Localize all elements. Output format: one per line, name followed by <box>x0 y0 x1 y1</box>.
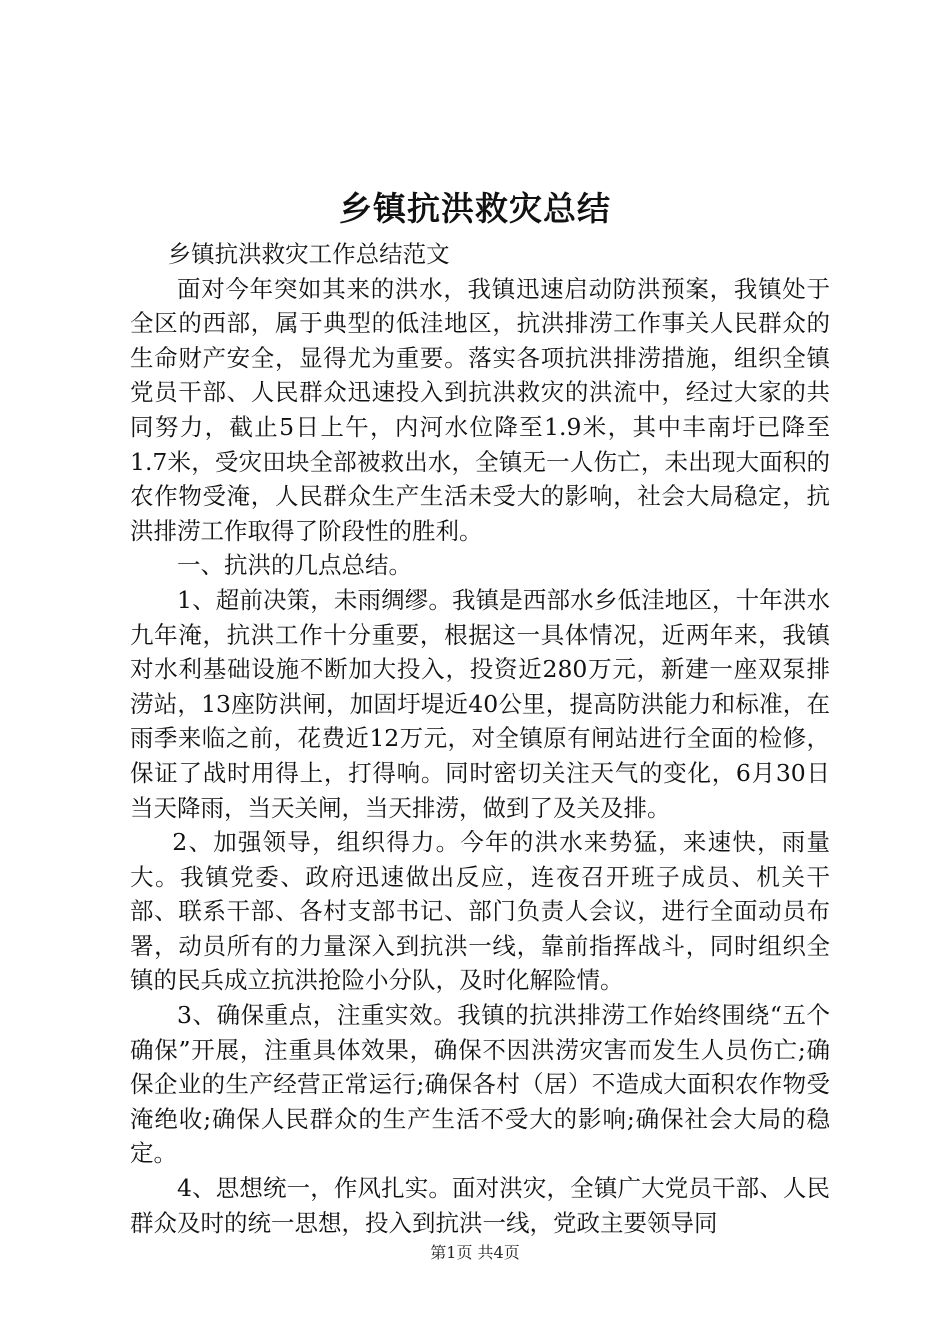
section-heading: 一、抗洪的几点总结。 <box>177 551 412 580</box>
page-footer: 第1页 共4页 <box>430 1243 520 1262</box>
point-4-paragraph: 4、思想统一，作风扎实。面对洪灾，全镇广大党员干部、人民群众及时的统一思想，投入到抗洪一线，党政主要领导同 <box>130 1174 830 1237</box>
point-1-paragraph: 1、超前决策，未雨绸缪。我镇是西部水乡低洼地区，十年洪水九年淹，抗洪工作十分重要，根据这一具体情况，近两年来，我镇对水利基础设施不断加大投入，投资近280万元，新建一座双泵排涝站，13座防洪闸，加固圩堤近40公里，提高防洪能力和标准，在雨季来临之前，花费近12万元，对全镇原有闸站进行全面的检修，保证了战时用得上，打得响。同时密切关注天气的变化，6月30日当天降雨，当天关闸，当天排涝，做到了及关及排。 <box>130 585 830 822</box>
intro-paragraph: 面对今年突如其来的洪水，我镇迅速启动防洪预案，我镇处于全区的西部，属于典型的低洼地区，抗洪排涝工作事关人民群众的生命财产安全，显得尤为重要。落实各项抗洪排涝措施，组织全镇党员干部、人民群众迅速投入到抗洪救灾的洪流中，经过大家的共同努力，截止5日上午，内河水位降至1.9米，其中丰南圩已降至1.7米，受灾田块全部被救出水，全镇无一人伤亡，未出现大面积的农作物受淹，人民群众生产生活未受大的影响，社会大局稳定，抗洪排涝工作取得了阶段性的胜利。 <box>130 274 830 545</box>
document-title: 乡镇抗洪救灾总结 <box>339 189 611 228</box>
document-body <box>130 237 830 1240</box>
point-2-paragraph: 2、加强领导，组织得力。今年的洪水来势猛，来速快，雨量大。我镇党委、政府迅速做出反应，连夜召开班子成员、机关干部、联系干部、各村支部书记、部门负责人会议，进行全面动员布署，动员所有的力量深入到抗洪一线，靠前指挥战斗，同时组织全镇的民兵成立抗洪抢险小分队，及时化解险情。 <box>130 828 830 995</box>
subtitle-paragraph: 乡镇抗洪救灾工作总结范文 <box>167 240 450 268</box>
point-3-paragraph: 3、确保重点，注重实效。我镇的抗洪排涝工作始终围绕“五个确保”开展，注重具体效果，确保不因洪涝灾害而发生人员伤亡;确保企业的生产经营正常运行;确保各村（居）不造成大面积农作物受淹绝收;确保人民群众的生产生活不受大的影响;确保社会大局的稳定。 <box>130 1001 830 1168</box>
